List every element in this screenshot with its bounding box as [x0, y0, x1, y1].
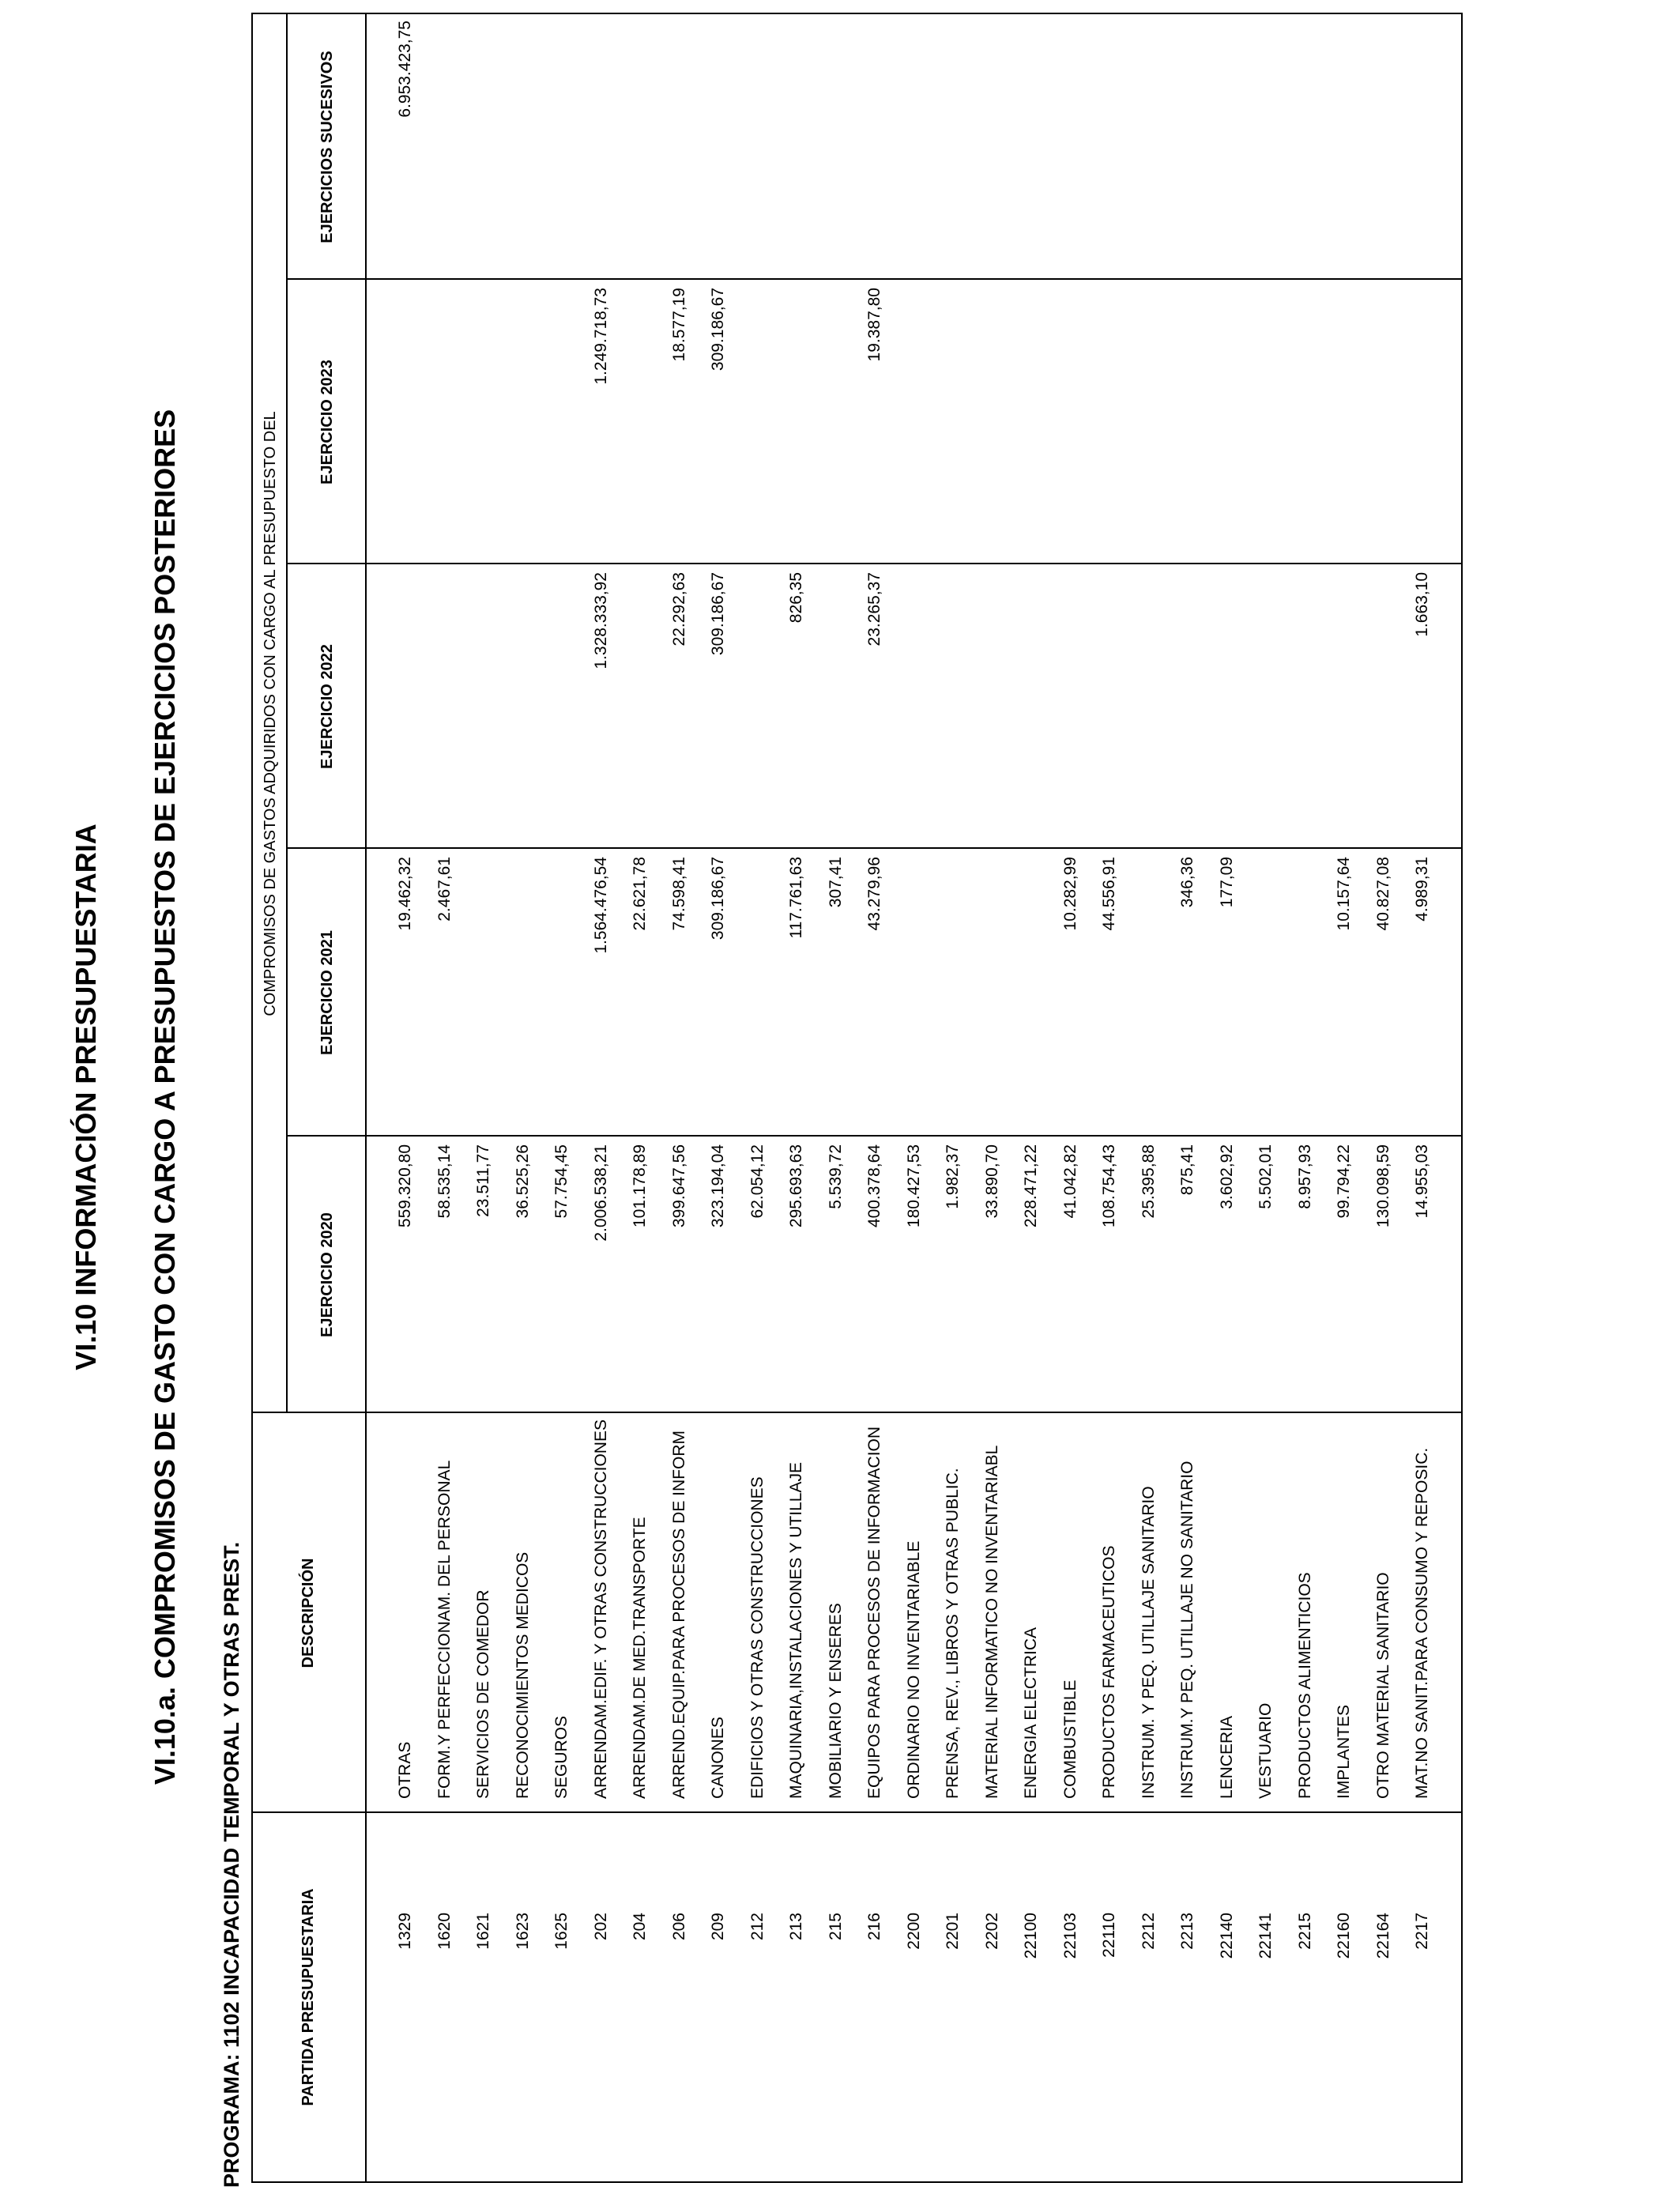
cell-partida: 212: [748, 1913, 767, 1941]
cell-descripcion: MATERIAL INFORMATICO NO INVENTARIABL: [982, 1445, 1001, 1799]
cell-partida: 22160: [1335, 1913, 1353, 1959]
cell-ejercicio-2020: 57.754,45: [552, 1144, 571, 1219]
cell-ejercicio-2020: 5.539,72: [826, 1144, 845, 1209]
cell-ejercicio-2020: 228.471,22: [1022, 1144, 1040, 1228]
header-divider: [286, 14, 288, 1413]
cell-ejercicio-2021: 22.621,78: [631, 857, 649, 931]
cell-descripcion: ENERGIA ELECTRICA: [1022, 1627, 1040, 1799]
cell-descripcion: LENCERIA: [1217, 1715, 1236, 1799]
header-ejercicio-2023: EJERCICIO 2023: [318, 360, 336, 484]
cell-partida: 209: [709, 1913, 727, 1941]
cell-ejercicio-2020: 33.890,70: [982, 1144, 1001, 1219]
col-divider: [253, 1412, 1461, 1413]
cell-partida: 1329: [396, 1913, 414, 1950]
col-divider: [253, 1811, 1461, 1813]
cell-ejercicio-2020: 99.794,22: [1335, 1144, 1353, 1219]
cell-ejercicio-2020: 3.602,92: [1217, 1144, 1236, 1209]
cell-ejercicio-2022: 22.292,63: [669, 572, 688, 647]
cell-partida: 22140: [1217, 1913, 1236, 1959]
cell-ejercicio-2021: 307,41: [826, 857, 845, 908]
cell-ejercicio-2022: 826,35: [787, 572, 805, 624]
cell-ejercicios-sucesivos: 6.953.423,75: [396, 21, 414, 118]
cell-ejercicio-2020: 23.511,77: [474, 1144, 492, 1217]
cell-descripcion: EQUIPOS PARA PROCESOS DE INFORMACION: [865, 1426, 883, 1799]
header-ejercicios-sucesivos: EJERCICIOS SUCESIVOS: [318, 51, 336, 243]
cell-partida: 2202: [982, 1913, 1001, 1950]
cell-descripcion: ARRENDAM.EDIF. Y OTRAS CONSTRUCCIONES: [591, 1419, 610, 1799]
cell-ejercicio-2020: 323.194,04: [709, 1144, 727, 1228]
cell-ejercicio-2021: 10.157,64: [1335, 857, 1353, 931]
cell-ejercicio-2020: 5.502,01: [1256, 1144, 1275, 1209]
cell-ejercicio-2020: 41.042,82: [1060, 1144, 1079, 1219]
cell-ejercicio-2021: 1.564.476,54: [591, 857, 610, 954]
cell-partida: 22100: [1022, 1913, 1040, 1959]
cell-descripcion: PRODUCTOS FARMACEUTICOS: [1100, 1545, 1118, 1799]
cell-ejercicio-2020: 36.525,26: [513, 1144, 532, 1219]
cell-partida: 2201: [944, 1913, 962, 1950]
cell-descripcion: OTRAS: [396, 1741, 414, 1799]
cell-ejercicio-2020: 58.535,14: [435, 1144, 454, 1219]
cell-ejercicio-2023: 19.387,80: [865, 288, 883, 362]
cell-ejercicio-2020: 108.754,43: [1100, 1144, 1118, 1228]
cell-partida: 202: [591, 1913, 610, 1941]
cell-partida: 1625: [552, 1913, 571, 1950]
cell-ejercicio-2022: 309.186,67: [709, 572, 727, 656]
programa-label: PROGRAMA: 1102 INCAPACIDAD TEMPORAL Y OTRAS PREST.: [220, 1541, 243, 2188]
cell-descripcion: FORM.Y PERFECCIONAM. DEL PERSONAL: [435, 1460, 454, 1799]
cell-partida: 215: [826, 1913, 845, 1941]
cell-descripcion: OTRO MATERIAL SANITARIO: [1373, 1572, 1392, 1799]
cell-ejercicio-2021: 117.761,63: [787, 857, 805, 939]
cell-partida: 2200: [904, 1913, 923, 1950]
cell-partida: 213: [787, 1913, 805, 1941]
cell-partida: 2217: [1413, 1913, 1431, 1950]
cell-descripcion: CANONES: [709, 1717, 727, 1799]
cell-ejercicio-2020: 180.427,53: [904, 1144, 923, 1228]
cell-partida: 22141: [1256, 1913, 1275, 1959]
cell-ejercicio-2023: 18.577,19: [669, 288, 688, 362]
cell-descripcion: ORDINARIO NO INVENTARIABLE: [904, 1540, 923, 1799]
cell-descripcion: SEGUROS: [552, 1715, 571, 1799]
cell-ejercicio-2020: 8.957,93: [1295, 1144, 1314, 1209]
cell-partida: 2213: [1178, 1913, 1196, 1950]
cell-descripcion: ARRENDAM.DE MED.TRANSPORTE: [631, 1517, 649, 1799]
cell-ejercicio-2021: 177,09: [1217, 857, 1236, 908]
cell-descripcion: INSTRUM. Y PEQ. UTILLAJE SANITARIO: [1139, 1486, 1158, 1799]
cell-ejercicio-2020: 559.320,80: [396, 1144, 414, 1228]
cell-descripcion: MAT.NO SANIT.PARA CONSUMO Y REPOSIC.: [1413, 1447, 1431, 1799]
cell-ejercicio-2020: 295.693,63: [787, 1144, 805, 1228]
cell-descripcion: SERVICIOS DE COMEDOR: [474, 1589, 492, 1799]
cell-ejercicio-2020: 399.647,56: [669, 1144, 688, 1228]
header-ejercicio-2021: EJERCICIO 2021: [318, 930, 336, 1055]
cell-descripcion: VESTUARIO: [1256, 1702, 1275, 1799]
cell-partida: 1623: [513, 1913, 532, 1950]
cell-ejercicio-2021: 346,36: [1178, 857, 1196, 908]
cell-partida: 1621: [474, 1913, 492, 1950]
cell-descripcion: COMBUSTIBLE: [1060, 1679, 1079, 1799]
cell-descripcion: PRENSA, REV., LIBROS Y OTRAS PUBLIC.: [944, 1468, 962, 1799]
cell-ejercicio-2021: 74.598,41: [669, 857, 688, 931]
cell-partida: 2215: [1295, 1913, 1314, 1950]
cell-ejercicio-2020: 25.395,88: [1139, 1144, 1158, 1219]
header-group: COMPROMISOS DE GASTOS ADQUIRIDOS CON CARGO AL PRESUPUESTO DEL: [262, 411, 279, 1016]
cell-ejercicio-2021: 4.989,31: [1413, 857, 1431, 922]
page-subtitle: VI.10.a. COMPROMISOS DE GASTO CON CARGO A PRESUPUESTOS DE EJERCICIOS POSTERIORES: [149, 409, 181, 1785]
cell-ejercicio-2021: 44.556,91: [1100, 857, 1118, 931]
cell-partida: 1620: [435, 1913, 454, 1950]
header-partida: PARTIDA PRESUPUESTARIA: [299, 1888, 317, 2106]
cell-ejercicio-2020: 400.378,64: [865, 1144, 883, 1228]
cell-partida: 22110: [1100, 1913, 1118, 1958]
cell-descripcion: MAQUINARIA,INSTALACIONES Y UTILLAJE: [787, 1462, 805, 1799]
cell-ejercicio-2020: 101.178,89: [631, 1144, 649, 1228]
cell-ejercicio-2023: 309.186,67: [709, 288, 727, 371]
cell-descripcion: ARREND.EQUIP.PARA PROCESOS DE INFORM: [669, 1431, 688, 1799]
cell-ejercicio-2021: 40.827,08: [1373, 857, 1392, 931]
cell-partida: 204: [631, 1913, 649, 1941]
header-ejercicio-2020: EJERCICIO 2020: [318, 1212, 336, 1337]
cell-ejercicio-2022: 1.328.333,92: [591, 572, 610, 669]
cell-ejercicio-2020: 2.006.538,21: [591, 1144, 610, 1242]
cell-ejercicio-2021: 43.279,96: [865, 857, 883, 931]
cell-descripcion: EDIFICIOS Y OTRAS CONSTRUCCIONES: [748, 1476, 767, 1799]
header-ejercicio-2022: EJERCICIO 2022: [318, 644, 336, 769]
cell-descripcion: RECONOCIMIENTOS MEDICOS: [513, 1551, 532, 1799]
cell-descripcion: INSTRUM.Y PEQ. UTILLAJE NO SANITARIO: [1178, 1461, 1196, 1799]
cell-ejercicio-2020: 875,41: [1178, 1144, 1196, 1196]
cell-partida: 22103: [1060, 1913, 1079, 1959]
cell-ejercicio-2023: 1.249.718,73: [591, 288, 610, 385]
cell-ejercicio-2021: 19.462,32: [396, 857, 414, 931]
cell-descripcion: IMPLANTES: [1335, 1704, 1353, 1799]
cell-partida: 2212: [1139, 1913, 1158, 1950]
cell-partida: 206: [669, 1913, 688, 1941]
cell-ejercicio-2020: 1.982,37: [944, 1144, 962, 1209]
cell-ejercicio-2020: 14.955,03: [1413, 1144, 1431, 1219]
col-divider: [286, 278, 1461, 280]
cell-ejercicio-2021: 10.282,99: [1060, 857, 1079, 931]
cell-ejercicio-2021: 309.186,67: [709, 857, 727, 941]
cell-ejercicio-2022: 23.265,37: [865, 572, 883, 647]
header-descripcion: DESCRIPCIÓN: [299, 1558, 317, 1668]
commitments-table: [251, 13, 1463, 2183]
cell-partida: 22164: [1373, 1913, 1392, 1959]
cell-ejercicio-2022: 1.663,10: [1413, 572, 1431, 637]
cell-ejercicio-2021: 2.467,61: [435, 857, 454, 922]
cell-partida: 216: [865, 1913, 883, 1941]
cell-ejercicio-2020: 130.098,59: [1373, 1144, 1392, 1228]
header-divider: [365, 14, 367, 2181]
cell-descripcion: PRODUCTOS ALIMENTICIOS: [1295, 1572, 1314, 1799]
cell-ejercicio-2020: 62.054,12: [748, 1144, 767, 1219]
cell-descripcion: MOBILIARIO Y ENSERES: [826, 1603, 845, 1799]
page-title: VI.10 INFORMACIÓN PRESUPUESTARIA: [70, 824, 102, 1370]
